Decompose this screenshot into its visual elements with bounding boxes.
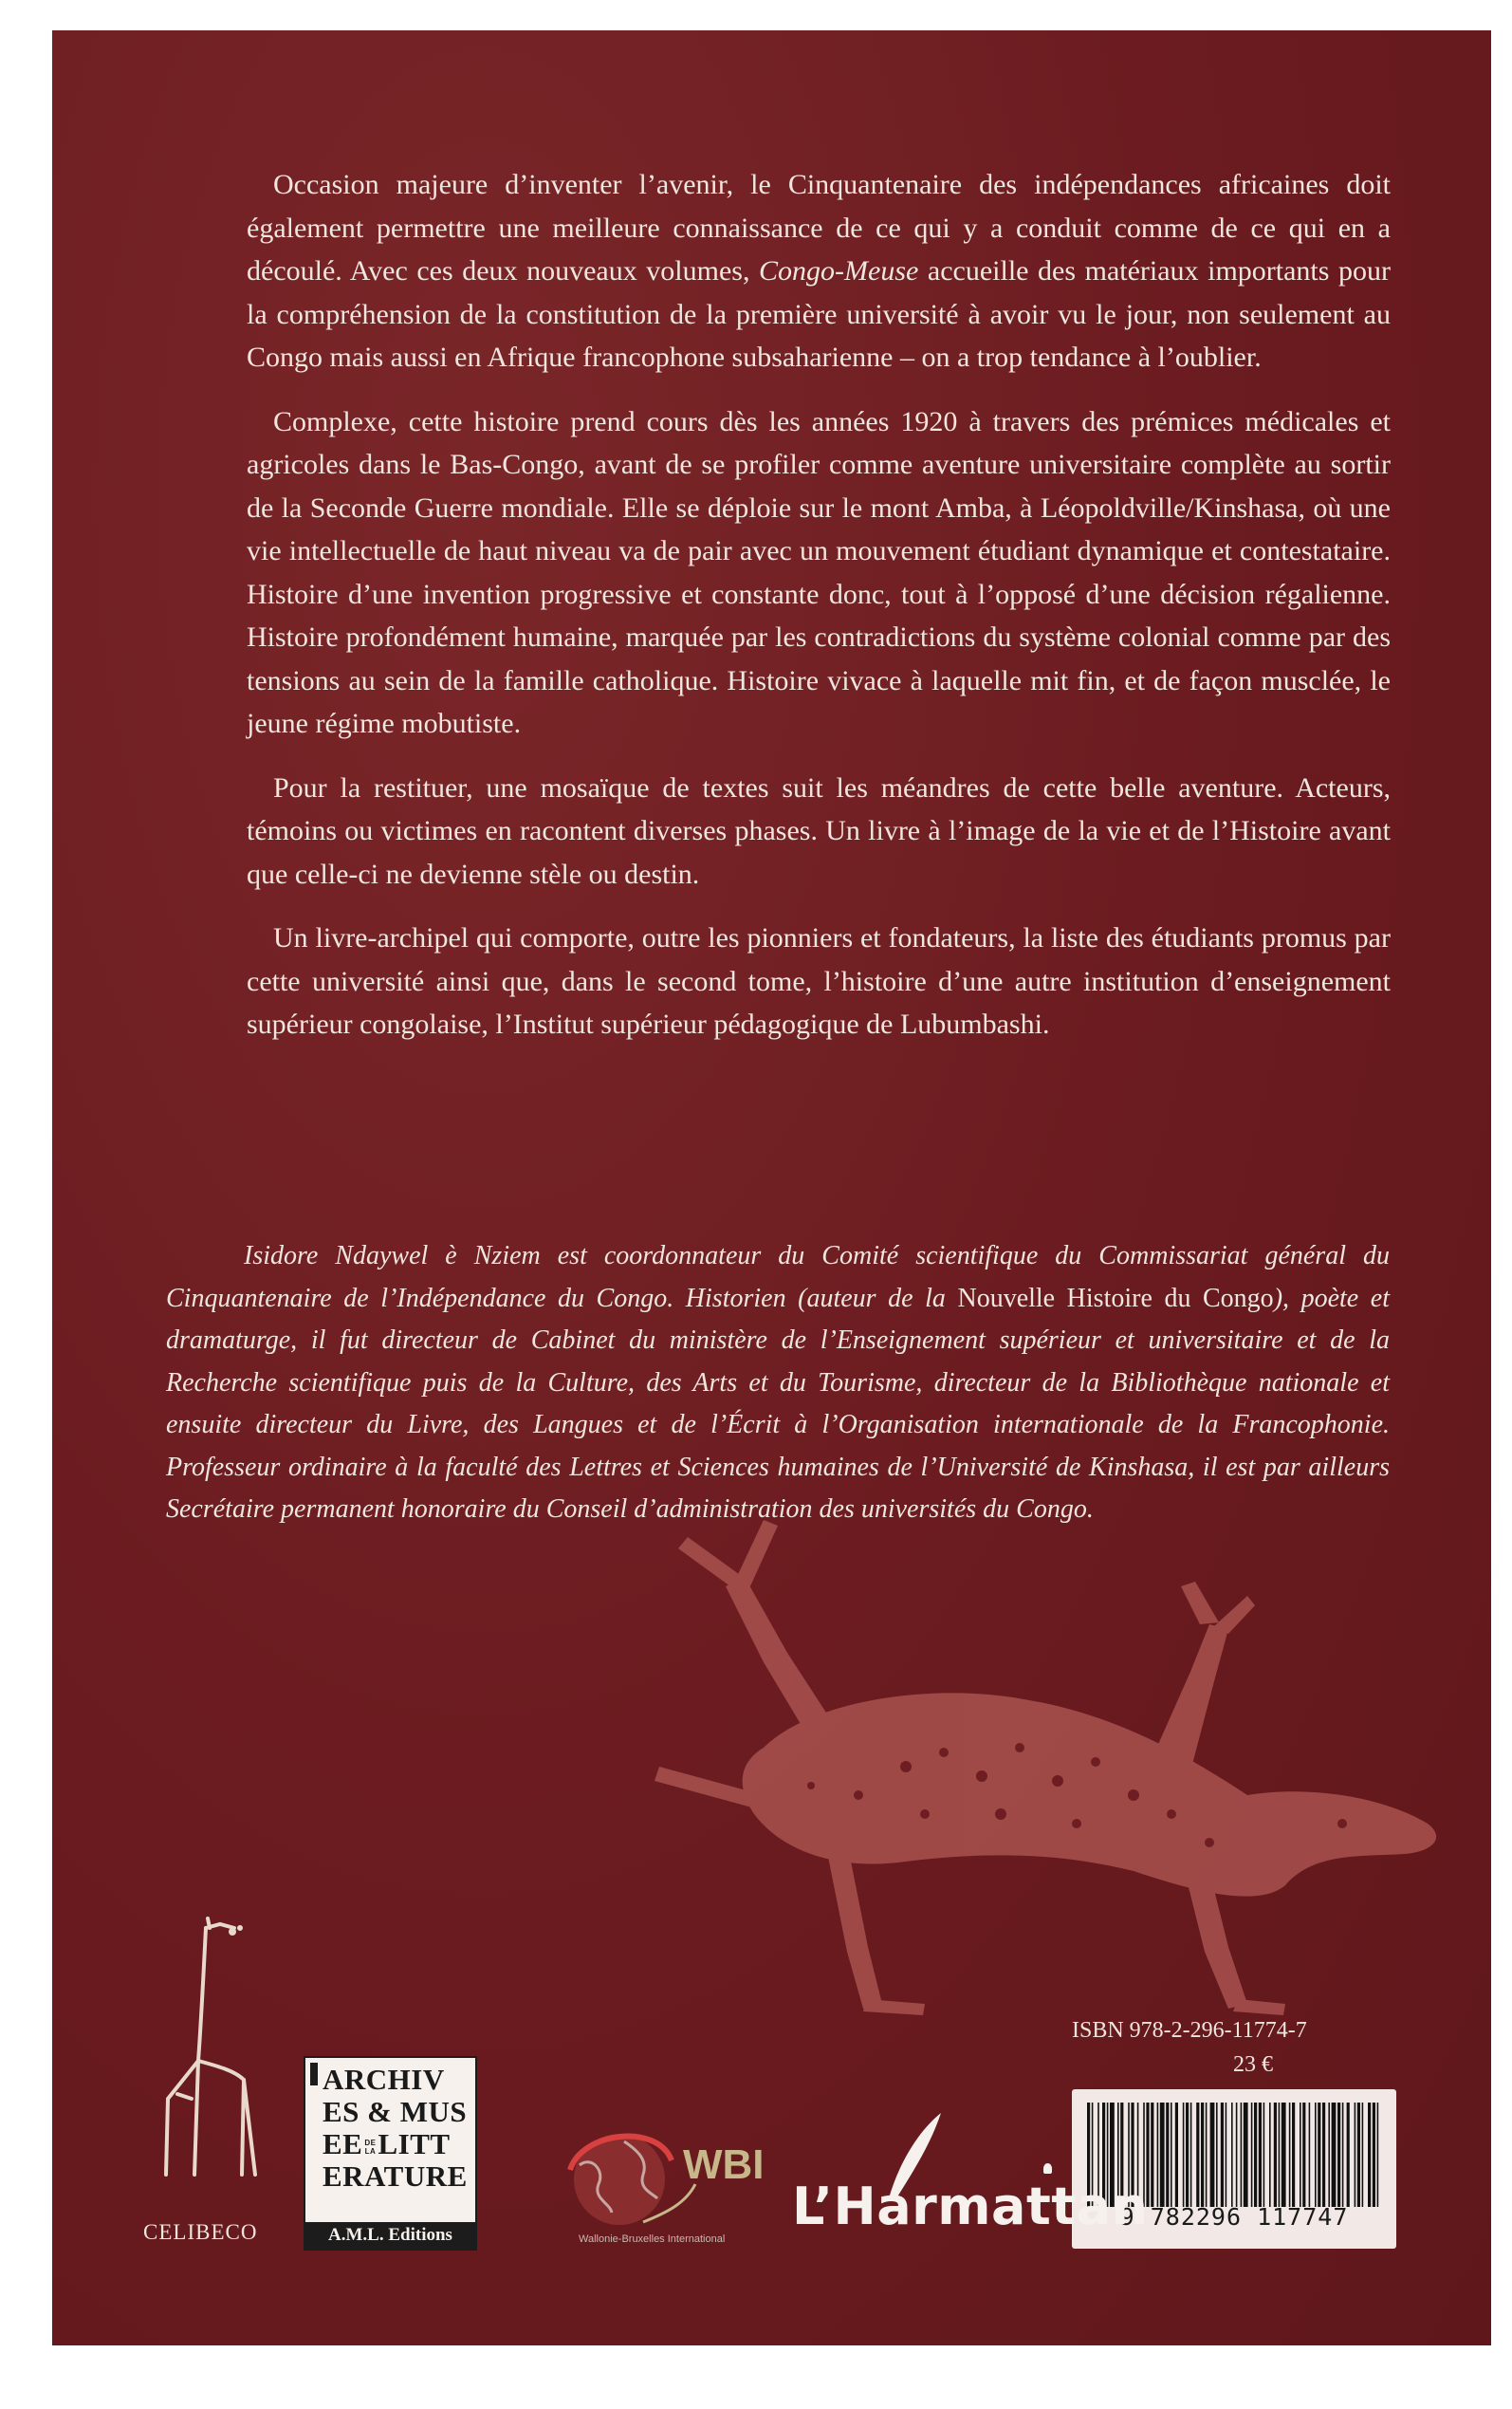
- barcode-bar: [1362, 2103, 1364, 2207]
- barcode-bar: [1342, 2103, 1344, 2207]
- barcode-bar: [1216, 2103, 1218, 2207]
- harmattan-logo-text: L’Harmattan: [792, 2177, 1149, 2236]
- barcode-bar: [1337, 2103, 1340, 2207]
- barcode-bar: [1221, 2103, 1224, 2207]
- barcode-bar: [1263, 2103, 1265, 2207]
- back-cover-blurb: [247, 163, 1391, 1067]
- barcode-bar: [1318, 2103, 1320, 2207]
- barcode-bar: [1244, 2103, 1248, 2207]
- blurb-paragraph-2: Complexe, cette histoire prend cours dès les années 1920 à travers des prémices médicales et agricoles dans le Bas-Congo, avant de se profiler comme aventure universitaire complète au sortir de la Seconde Guerre mondiale. Elle se déploie sur le mont Amba, à Léopoldville/Kinshasa, où une vie intellectuelle de haut niveau va de pair avec un mouvement étudiant dynamique et contestataire. Histoire d’une invention progressive et constante donc, tout à l’opposé d’une décision régalienne. Histoire profondément humaine, marquée par les contradictions du système colonial comme par des tensions au sein de la famille catholique. Histoire vivace à laquelle mit fin, et de façon musclée, le jeune régime mobutiste.: [247, 405, 1391, 739]
- barcode-bar: [1322, 2103, 1325, 2207]
- barcode-bar: [1210, 2103, 1215, 2207]
- blurb-paragraph-1: Occasion majeure d’inventer l’avenir, le Cinquantenaire des indépendances africaines doit également permettre une meilleure connaissance de ce qui y a conduit comme de ce qui en a découlé. Avec ces deux nouveaux volumes, Congo-Meuse accueille des matériaux importants pour la compréhension de la constitution de la première université à avoir vu le jour, non seulement au Congo mais aussi en Afrique francophone subsaharienne – on a trop tendance à l’oublier.: [247, 169, 1392, 373]
- barcode-bar: [1259, 2103, 1262, 2207]
- barcode-bar: [1289, 2103, 1291, 2207]
- wbi-logo-text: WBI: [683, 2141, 765, 2188]
- barcode-bar: [1226, 2103, 1227, 2207]
- barcode-bar: [1231, 2103, 1233, 2207]
- barcode-bar: [1206, 2103, 1208, 2207]
- barcode-bar: [1302, 2103, 1305, 2207]
- barcode-bar: [1201, 2103, 1204, 2207]
- book-title: Nouvelle Histoire du Congo: [957, 1283, 1274, 1313]
- barcode-bar: [1241, 2103, 1243, 2207]
- series-title: Congo-Meuse: [759, 255, 919, 287]
- barcode-bar: [1274, 2103, 1277, 2207]
- harmattan-dot-icon: [1043, 2163, 1052, 2174]
- celibeco-logo-label: CELIBECO: [143, 2220, 258, 2244]
- barcode-bar: [1355, 2103, 1356, 2207]
- barcode-bar: [1377, 2103, 1379, 2207]
- barcode-bar: [1269, 2103, 1271, 2207]
- barcode-bar: [1368, 2103, 1371, 2207]
- back-cover: [52, 30, 1491, 2345]
- barcode-bar: [1251, 2103, 1253, 2207]
- barcode-bar: [1160, 2103, 1165, 2207]
- aml-editions-label: A.M.L. Editions: [305, 2222, 475, 2249]
- barcode-bar: [1347, 2103, 1350, 2207]
- barcode-bar: [1315, 2103, 1317, 2207]
- barcode-bar: [1254, 2103, 1257, 2207]
- isbn: ISBN 978-2-296-11774-7: [1072, 2018, 1307, 2043]
- barcode-bar: [1309, 2103, 1311, 2207]
- blurb-paragraph-4: Un livre-archipel qui comporte, outre les pionniers et fondateurs, la liste des étudiants promus par cette université ainsi que, dans le second tome, l’histoire d’une autre institution d’enseignement supérieur congolaise, l’Institut supérieur pédagogique de Lubumbashi.: [247, 922, 1391, 1040]
- barcode-bar: [1190, 2103, 1192, 2207]
- barcode-number: 9 782296 117747: [1119, 2203, 1349, 2231]
- blurb-paragraph-3: Pour la restituer, une mosaïque de textes suit les méandres de cette belle aventure. Acteurs, témoins ou victimes en racontent diverses phases. Un livre à l’image de la vie et de l’Histoire avant que celle-ci ne devienne stèle ou destin.: [247, 771, 1391, 890]
- barcode-bar: [1151, 2103, 1153, 2207]
- barcode-bar: [1292, 2103, 1295, 2207]
- barcode-bar: [1282, 2103, 1286, 2207]
- barcode-bar: [1328, 2103, 1330, 2207]
- barcode-bar: [1157, 2103, 1159, 2207]
- aml-logo-mark: [310, 2063, 318, 2085]
- barcode-bar: [1279, 2103, 1281, 2207]
- barcode-bar: [1166, 2103, 1169, 2207]
- barcode-bar: [1171, 2103, 1172, 2207]
- barcode-bar: [1196, 2103, 1199, 2207]
- aml-editions-logo: ARCHIV ES & MUS EE DE LALITT ERATURE A.M.L. Editions: [304, 2056, 477, 2251]
- barcode-bar: [1183, 2103, 1185, 2207]
- rock-art-animal-illustration: [621, 1510, 1456, 2042]
- barcode-bar: [1175, 2103, 1178, 2207]
- barcode-bar: [1357, 2103, 1360, 2207]
- author-bio: Isidore Ndaywel è Nziem est coordonnateur du Comité scientifique du Commissariat général du Cinquantenaire de l’Indépendance du Congo. Historien (auteur de la Nouvelle Histoire du Congo), poète et dramaturge, il fut directeur de Cabinet du ministère de l’Enseignement supérieur et universitaire et de la Recherche scientifique puis de la Culture, des Arts et du Tourisme, directeur de la Bibliothèque nationale et ensuite directeur du Livre, des Langues et de l’Écrit à l’Organisation internationale de la Francophonie. Professeur ordinaire à la faculté des Lettres et Sciences humaines de l’Université de Kinshasa, il est par ailleurs Secrétaire permanent honoraire du Conseil d’administration des universités du Congo.: [166, 1241, 1390, 1524]
- wbi-logo-subtitle: Wallonie-Bruxelles International: [579, 2233, 726, 2245]
- price: 23 €: [1233, 2052, 1273, 2077]
- barcode-bar: [1186, 2103, 1189, 2207]
- barcode-bar: [1373, 2103, 1375, 2207]
- barcode-bar: [1332, 2103, 1337, 2207]
- barcode-bar: [1236, 2103, 1238, 2207]
- celibeco-giraffe-logo: [149, 1909, 263, 2194]
- barcode-bar: [1300, 2103, 1301, 2207]
